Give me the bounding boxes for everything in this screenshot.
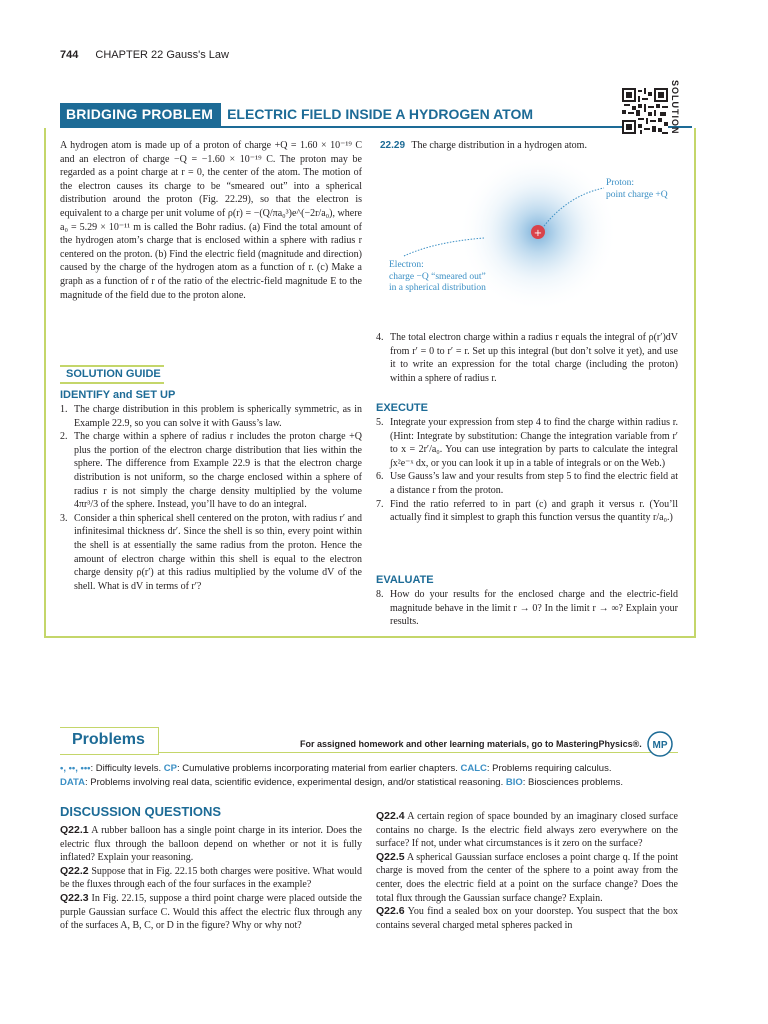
list-item: 4. The total electron charge within a radius r equals the integral of ρ(r′)dV from r′ = 0 to r′ = r. Set up this integral (but don’t solve it yet), and use it to write an expression for the total charge (including the proton) within a sphere of radius r. (376, 332, 678, 384)
step-4 (376, 331, 678, 385)
electron-label: Electron: charge −Q “smeared out” in a spherical distribution (389, 260, 486, 293)
chapter-title: CHAPTER 22 Gauss's Law (95, 49, 229, 61)
question-item: Q22.6 You find a sealed box on your doorstep. You suspect that the box contains several charged metal spheres packed in (376, 905, 678, 931)
proton-label: Proton: point charge +Q (606, 178, 668, 200)
figure-caption (380, 139, 690, 153)
bridging-label: BRIDGING PROBLEM (60, 103, 221, 127)
list-item: 5. Integrate your expression from step 4 to find the charge within radius r. (Hint: Integrate by substitution: Change the integration variable from r′ to x = 2r′/a₀. You can use integration by parts to calculate the integral ∫x²e⁻ˣ dx, or you can look it up in a table of integrals or on the Web.) (376, 417, 678, 469)
svg-text:+: + (533, 228, 543, 239)
mp-icon-text: MP (652, 740, 668, 751)
execute-list (376, 416, 678, 525)
data-tag: DATA (60, 777, 85, 788)
execute-heading: EXECUTE (376, 402, 428, 414)
figure-caption-text: The charge distribution in a hydrogen atom. (411, 140, 587, 151)
question-item: Q22.2 Suppose that in Fig. 22.15 both charges were positive. What would be the fluxes through each of the four surfaces in the example? (60, 864, 362, 891)
solution-guide-rule-bottom (60, 382, 164, 384)
list-item: 2. The charge within a sphere of radius r includes the proton charge +Q plus the portion of the electron charge distribution that lies within the sphere. The difference from Example 22.9 is that the electron charge distribution is not uniform, so the charge enclosed within a sphere of radius r is not simply the charge density multiplied by the volume 4πr³/3 of the sphere. Instead, you’ll have to do an integral. (60, 431, 362, 511)
problems-rule (158, 752, 678, 753)
list-item: 6. Use Gauss’s law and your results from step 5 to find the electric field at a distance r from the proton. (376, 471, 678, 496)
bio-tag: BIO (505, 777, 523, 788)
bridging-problem-title (60, 103, 533, 127)
question-item: Q22.3 In Fig. 22.15, suppose a third point charge were placed outside the purple Gaussian surface C. Would this affect the electric flux through any of the surfaces A, B, C, or D in the figure? Why or why not? (60, 891, 362, 932)
evaluate-heading: EVALUATE (376, 574, 434, 586)
question-item: Q22.4 A certain region of space bounded by an imaginary closed surface contains no charge. Is the electric field always zero everywhere on the surface? If not, under what circumstances is it zero on the surface? (376, 810, 679, 850)
solution-guide-title: SOLUTION GUIDE (66, 368, 161, 380)
running-header (60, 49, 229, 61)
difficulty-legend: •, ••, •••: Difficulty levels. CP: Cumulative problems incorporating material from earlier chapters. CALC: Problems requiring calculus. DATA: Problems involving real data, scientific evidence, experimental design, and/or statistical reasoning. BIO: Biosciences problems. (60, 763, 624, 788)
discussion-right-column (376, 810, 678, 932)
problems-title: Problems (72, 731, 145, 748)
figure-number: 22.29 (380, 140, 406, 151)
question-item: Q22.5 A spherical Gaussian surface encloses a point charge q. If the point charge is moved from the center of the sphere to a point away from the center, does the electric field at a point on the surface change? Does the total flux through the Gaussian surface change? Explain. (376, 850, 678, 904)
bridging-heading: ELECTRIC FIELD INSIDE A HYDROGEN ATOM (227, 106, 534, 122)
page-number: 744 (60, 49, 79, 61)
list-item: 3. Consider a thin spherical shell centered on the proton, with radius r′ and infinitesimal thickness dr′. Since the shell is so thin, every point within the shell is at essentially the same radius from the proton. Hence the amount of electron charge within this shell is equal to the electron charge density ρ(r′) at this radius multiplied by the volume dV of the shell. What is dV in terms of r′? (60, 512, 362, 592)
list-item: 8. How do your results for the enclosed charge and the electric-field magnitude behave in the limit r → 0? In the limit r → ∞? Explain your results. (376, 589, 678, 628)
assignment-note: For assigned homework and other learning materials, go to MasteringPhysics®. (300, 739, 642, 749)
identify-list (60, 403, 362, 593)
list-item: 7. Find the ratio referred to in part (c) and graph it versus r. (You’ll actually find it simplest to graph this function versus the quantity r/a₀.) (376, 498, 678, 524)
qr-solution-label: SOLUTION (670, 80, 680, 135)
discussion-questions-heading: DISCUSSION QUESTIONS (60, 804, 222, 819)
calc-tag: CALC (460, 763, 487, 774)
cp-tag: CP (163, 763, 177, 774)
solution-guide-rule-top (60, 365, 164, 367)
difficulty-marks: •, ••, ••• (60, 763, 91, 774)
problem-statement: A hydrogen atom is made up of a proton of charge +Q = 1.60 × 10⁻¹⁹ C and an electron of charge −Q = −1.60 × 10⁻¹⁹ C. The proton may be regarded as a point charge at r = 0, the center of the atom. The motion of the electron causes its charge to be “smeared out” into a spherical distribution around the proton (Fig. 22.29), so that the electron is equivalent to a charge per unit volume of ρ(r) = −(Q/πa₀³)e^(−2r/a₀), where a₀ = 5.29 × 10⁻¹¹ m is called the Bohr radius. (a) Find the total amount of the hydrogen atom’s charge that is enclosed within a sphere with radius r centered on the proton. (b) Find the electric field (magnitude and direction) caused by the charge of the hydrogen atom as a function of r. (c) Make a graph as a function of r of the ratio of the electric-field magnitude E to the magnitude of the field due to the proton alone. (60, 140, 362, 301)
evaluate-list (376, 588, 678, 629)
list-item: 1. The charge distribution in this problem is spherically symmetric, as in Example 22.9, so you can solve it with Gauss’s law. (60, 404, 362, 429)
question-item: Q22.1 A rubber balloon has a single point charge in its interior. Does the electric flux through the balloon depend on whether or not it is fully inflated? Explain your reasoning. (60, 824, 362, 864)
identify-heading: IDENTIFY and SET UP (60, 389, 176, 401)
masteringphysics-icon[interactable] (646, 730, 674, 758)
hydrogen-atom-figure (384, 160, 684, 310)
discussion-left-column (60, 824, 362, 933)
